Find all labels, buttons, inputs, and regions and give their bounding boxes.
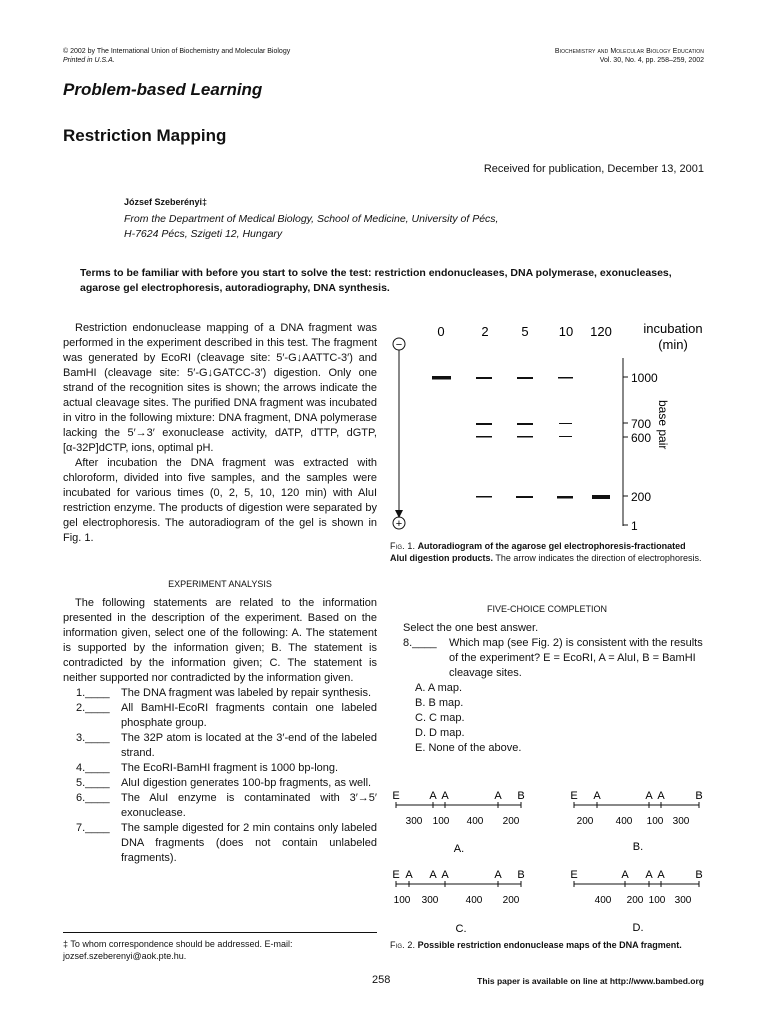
map-c — [392, 869, 524, 935]
incubation-label: incubation — [643, 321, 703, 336]
option-b: B. B map. — [415, 697, 464, 709]
option-c: C. C map. — [415, 712, 465, 724]
segment-length: 100 — [432, 816, 450, 827]
gel-band — [517, 436, 533, 438]
affiliation-line-1: From the Department of Medical Biology, School of Medicine, University of Pécs, — [124, 213, 499, 225]
question-number[interactable]: 8.____ — [403, 637, 437, 649]
incubation-unit: (min) — [658, 337, 688, 352]
volume-line: Vol. 30, No. 4, pp. 258–259, 2002 — [599, 57, 704, 64]
statement-text: AluI digestion generates 100-bp fragments, as well. — [121, 777, 372, 789]
intro-paragraph-1: Restriction endonuclease mapping of a DNA fragment was performed in the experiment described in this test. The fragment was generated by EcoRI (cleavage site: 5′-G↓AATTC-3′) and BamHI (cleavage site: 5′-G↓GATCC-3′) digestion. Only one strand of the recognition sites is shown; the arrows indicate the actual cleavage sites. The purified DNA fragment was incubated in vitro in the following mixture: DNA fragment, DNA polymerase lacking the 5′→3′ exonuclease activity, dATP, dTTP, dGTP, [α-32P]dCTP, ions, optimal pH. — [63, 322, 377, 454]
statement-text: The AluI enzyme is contaminated with 3′→5′ exonuclease. — [121, 792, 377, 819]
site-label: A — [657, 869, 665, 881]
axis-label: base pair — [656, 400, 670, 450]
question-8 — [403, 636, 703, 681]
map-label: C. — [455, 923, 467, 935]
segment-length: 100 — [393, 895, 411, 906]
segment-length: 300 — [421, 895, 439, 906]
option-e: E. None of the above. — [415, 742, 522, 754]
map-d — [570, 869, 702, 934]
segment-length: 300 — [674, 895, 692, 906]
intro-paragraph-2: After incubation the DNA fragment was extracted with chloroform, divided into five samples, and the samples were incubated for various times (0, 2, 5, 10, 120 min) with AluI restriction enzyme. The products of digestion were separated by gel electrophoresis. The autoradiogram of the gel is shown in Fig. 1. — [63, 457, 377, 544]
site-label: A — [593, 790, 601, 802]
segment-length: 300 — [672, 816, 690, 827]
segment-length: 400 — [615, 816, 633, 827]
segment-length: 200 — [626, 895, 644, 906]
map-b — [570, 790, 702, 853]
printed-line: Printed in U.S.A. — [63, 57, 115, 64]
gel-band — [592, 495, 610, 499]
statement-number[interactable]: 7.____ — [76, 822, 110, 834]
site-label: A — [429, 790, 437, 802]
segment-length: 300 — [405, 816, 423, 827]
site-label: A — [405, 869, 413, 881]
plus-sign: + — [395, 518, 403, 530]
statement-text: All BamHI-EcoRI fragments contain one labeled phosphate group. — [121, 702, 377, 729]
site-label: B — [517, 869, 525, 881]
map-label: A. — [453, 843, 465, 855]
statement-text: The sample digested for 2 min contains only labeled DNA fragments (does not contain unlabeled fragments). — [121, 822, 377, 864]
statement-number[interactable]: 2.____ — [76, 702, 110, 714]
gel-band — [557, 496, 573, 499]
site-label: A — [645, 869, 653, 881]
received-date: Received for publication, December 13, 2001 — [483, 163, 704, 175]
segment-length: 400 — [594, 895, 612, 906]
statement-list — [63, 686, 377, 866]
figure-1-gel — [385, 318, 715, 536]
header-left — [63, 47, 290, 65]
figure-2-maps — [385, 783, 715, 938]
size-label: 600 — [631, 431, 652, 445]
site-label: E — [392, 790, 400, 802]
site-label: B — [695, 869, 703, 881]
five-choice-heading: FIVE-CHOICE COMPLETION — [486, 604, 607, 614]
gel-band — [476, 436, 492, 438]
question-text: Which map (see Fig. 2) is consistent with the results of the experiment? E = EcoRI, A = AluI, B = BamHI cleavage sites. — [449, 637, 703, 679]
gel-band — [476, 423, 492, 425]
map-a — [392, 790, 524, 855]
segment-length: 200 — [502, 895, 520, 906]
article-title: Restriction Mapping — [63, 126, 227, 145]
segment-length: 100 — [646, 816, 664, 827]
minus-sign: − — [395, 339, 403, 351]
size-label: 1 — [631, 519, 638, 533]
gel-band — [517, 423, 533, 425]
caption-prefix: Fig. 1. — [390, 541, 416, 551]
gel-band — [559, 423, 572, 424]
lane-label: 5 — [521, 324, 529, 339]
option-d: D. D map. — [415, 727, 465, 739]
instruction: Select the one best answer. — [403, 622, 539, 634]
statement-number[interactable]: 1.____ — [76, 687, 110, 699]
five-choice-section — [403, 621, 703, 756]
lane-label: 10 — [558, 324, 574, 339]
author-name: József Szeberényi‡ — [124, 197, 208, 207]
size-label: 200 — [631, 490, 652, 504]
experiment-section — [63, 596, 377, 866]
segment-length: 400 — [466, 816, 484, 827]
site-label: A — [621, 869, 629, 881]
size-label: 700 — [631, 417, 652, 431]
gel-band — [558, 377, 573, 379]
page-number: 258 — [372, 974, 391, 986]
caption-bold: Autoradiogram of the agarose gel electrophoresis-fractionated AluI digestion products. — [390, 541, 686, 563]
site-label: A — [494, 790, 502, 802]
statement-item — [63, 791, 377, 821]
gel-band — [559, 436, 572, 437]
site-label: E — [570, 869, 578, 881]
site-label: A — [441, 790, 449, 802]
gel-band — [476, 377, 492, 379]
statement-text: The 32P atom is located at the 3′-end of the labeled strand. — [121, 732, 377, 759]
segment-length: 200 — [576, 816, 594, 827]
size-label: 1000 — [631, 371, 658, 385]
lane-label: 0 — [437, 324, 445, 339]
caption-bold: Possible restriction endonuclease maps of the DNA fragment. — [417, 940, 682, 950]
statement-number[interactable]: 6.____ — [76, 792, 110, 804]
statement-item — [63, 821, 377, 866]
statement-text: The EcoRI-BamHI fragment is 1000 bp-long. — [121, 762, 339, 774]
option-a: A. A map. — [415, 682, 463, 694]
statement-item — [63, 686, 377, 701]
terms-paragraph: Terms to be familiar with before you start to solve the test: restriction endonucleases, DNA polymerase, exonucleases, agarose gel electrophoresis, autoradiography, DNA synthesis. — [80, 267, 672, 294]
statement-item — [63, 776, 377, 791]
gel-band — [516, 496, 533, 498]
figure-1-caption — [390, 540, 704, 564]
affiliation-line-2: H-7624 Pécs, Szigeti 12, Hungary — [124, 228, 283, 240]
segment-length: 400 — [465, 895, 483, 906]
site-label: B — [695, 790, 703, 802]
site-label: A — [645, 790, 653, 802]
online-note: This paper is available on line at http://www.bambed.org — [477, 976, 704, 986]
affiliation — [124, 212, 498, 242]
lane-label: 120 — [590, 324, 612, 339]
site-label: A — [441, 869, 449, 881]
gel-band — [476, 496, 492, 498]
segment-length: 100 — [648, 895, 666, 906]
statement-number[interactable]: 3.____ — [76, 732, 110, 744]
lane-label: 2 — [481, 324, 489, 339]
site-label: B — [517, 790, 525, 802]
gel-band — [432, 376, 451, 380]
caption-prefix: Fig. 2. — [390, 940, 416, 950]
statement-number[interactable]: 5.____ — [76, 777, 110, 789]
experiment-intro: The following statements are related to the information presented in the description of the experiment. Based on the information given, select one of the following: A. The statement is supported by the information given; B. The statement is contradicted by the information given; C. The statement is neither supported nor contradicted by the information given. — [63, 597, 377, 684]
site-label: A — [429, 869, 437, 881]
map-label: B. — [632, 841, 644, 853]
segment-length: 200 — [502, 816, 520, 827]
statement-number[interactable]: 4.____ — [76, 762, 110, 774]
gel-band — [517, 377, 533, 379]
site-label: A — [494, 869, 502, 881]
section-label: Problem-based Learning — [63, 80, 263, 99]
journal-name: Biochemistry and Molecular Biology Education — [554, 48, 704, 55]
experiment-heading: EXPERIMENT ANALYSIS — [168, 579, 272, 589]
statement-text: The DNA fragment was labeled by repair synthesis. — [121, 687, 372, 699]
option-list — [403, 681, 703, 756]
footnote-divider — [63, 932, 377, 933]
intro-text — [63, 321, 377, 546]
map-label: D. — [632, 922, 644, 934]
site-label: E — [570, 790, 578, 802]
figure-2-caption — [390, 939, 704, 951]
site-label: E — [392, 869, 400, 881]
copyright-line: © 2002 by The International Union of Biochemistry and Molecular Biology — [63, 48, 291, 55]
statement-item — [63, 701, 377, 731]
site-label: A — [657, 790, 665, 802]
statement-item — [63, 761, 377, 776]
caption-rest: The arrow indicates the direction of electrophoresis. — [495, 553, 702, 563]
footnote: ‡ To whom correspondence should be addressed. E-mail: jozsef.szeberenyi@aok.pte.hu. — [63, 939, 293, 961]
statement-item — [63, 731, 377, 761]
header-right — [555, 47, 704, 65]
